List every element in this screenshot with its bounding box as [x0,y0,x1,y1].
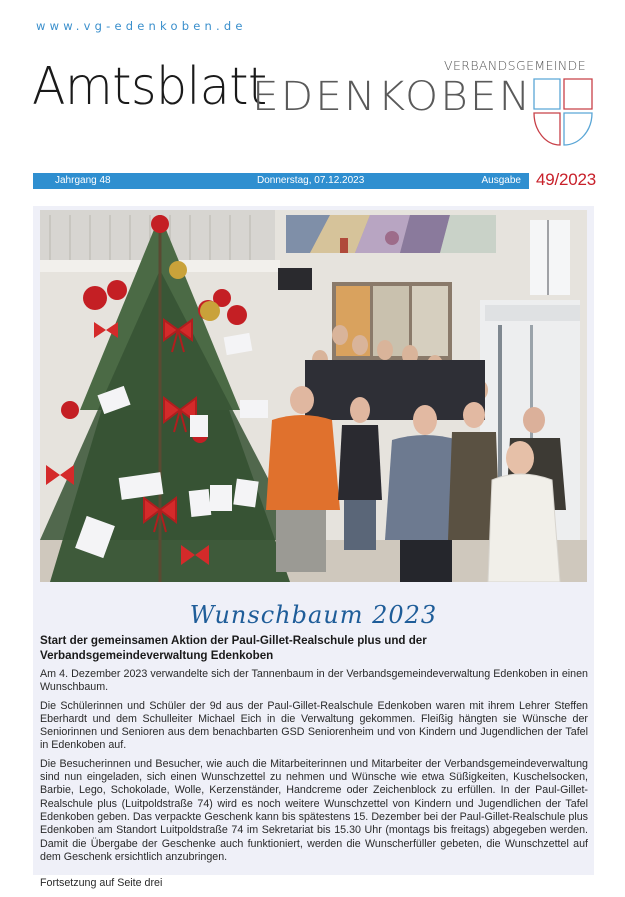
masthead-title: Amtsblatt [32,56,267,117]
article-photo [40,210,587,582]
article-paragraph: Die Besucherinnen und Besucher, wie auch die Mitarbeiterinnen und Mitarbeiter der Verbandsgemeindeverwaltung sind nun eingeladen, sich einen Wunschzettel zu nehmen und Wünsche wie etwa Süßigkeiten, Kuschelsocken, Barbie, Lego, Schokolade, Wolle, Kerzenständer, Handcreme oder Zeichenblock zu erfüllen. In der Paul-Gillet-Realschule plus (Luitpoldstraße 74) wird es noch weitere Wunschzettel von Kindern und Jugendlichen der Tafel Edenkoben geben. Das verpackte Geschenk kann bis spätestens 15. Dezember bei der Paul-Gillet-Realschule plus Edenkoben am Standort Luitpoldstraße 74 im Sekretariat bis 15.30 Uhr (montags bis freitags) abgegeben werden. Damit die Übergabe der Geschenke auch funktioniert, werden die Wunscherfüller gebeten, die Wunschzettel auf dem Geschenk ersichtlich anzubringen. [40,757,588,863]
continuation-link[interactable]: Fortsetzung auf Seite drei [40,877,163,890]
issue-number: 49/2023 [536,170,597,189]
article-paragraph: Die Schülerinnen und Schüler der 9d aus der Paul-Gillet-Realschule Edenkoben waren mit ihrem Lehrer Steffen Eberhardt und dem Schulleiter Michael Eich in die Verwaltung gekommen. Fleißig hängten sie Wünsche der Seniorinnen und Senioren aus dem benachbarten GSD Seniorenheim und von Kindern und Jugendlichen der Tafel in Edenkoben auf. [40,699,588,752]
crest-top-left [534,79,560,109]
photo-mosaic [286,215,496,253]
article-body [40,668,588,895]
volume: Jahrgang 48 [55,175,111,186]
article-headline: Wunschbaum 2023 [189,601,438,629]
issue-info-bar [33,173,529,189]
article-subheadline: Start der gemeinsamen Aktion der Paul-Gillet-Realschule plus und der Verbandsgemeindeverwaltung Edenkoben [40,634,427,662]
crest-bottom-right [564,113,592,145]
municipality-crest-logo [533,78,593,148]
crest-top-right [564,79,592,109]
website-url[interactable]: www.vg-edenkoben.de [36,19,247,33]
crest-bottom-left [534,113,560,145]
crest-icon [533,78,593,148]
article-paragraph: Am 4. Dezember 2023 verwandelte sich der Tannenbaum in der Verbandsgemeindeverwaltung Edenkoben in einen Wunschbaum. [40,668,588,694]
municipality-label: VERBANDSGEMEINDE [444,58,587,73]
photo-illustration [40,210,587,582]
municipality-name: EDENKOBEN [252,74,533,120]
lead-article [33,206,594,890]
issue-label: Ausgabe [481,175,521,186]
photo-tv [278,268,312,290]
issue-date: Donnerstag, 07.12.2023 [257,175,365,186]
